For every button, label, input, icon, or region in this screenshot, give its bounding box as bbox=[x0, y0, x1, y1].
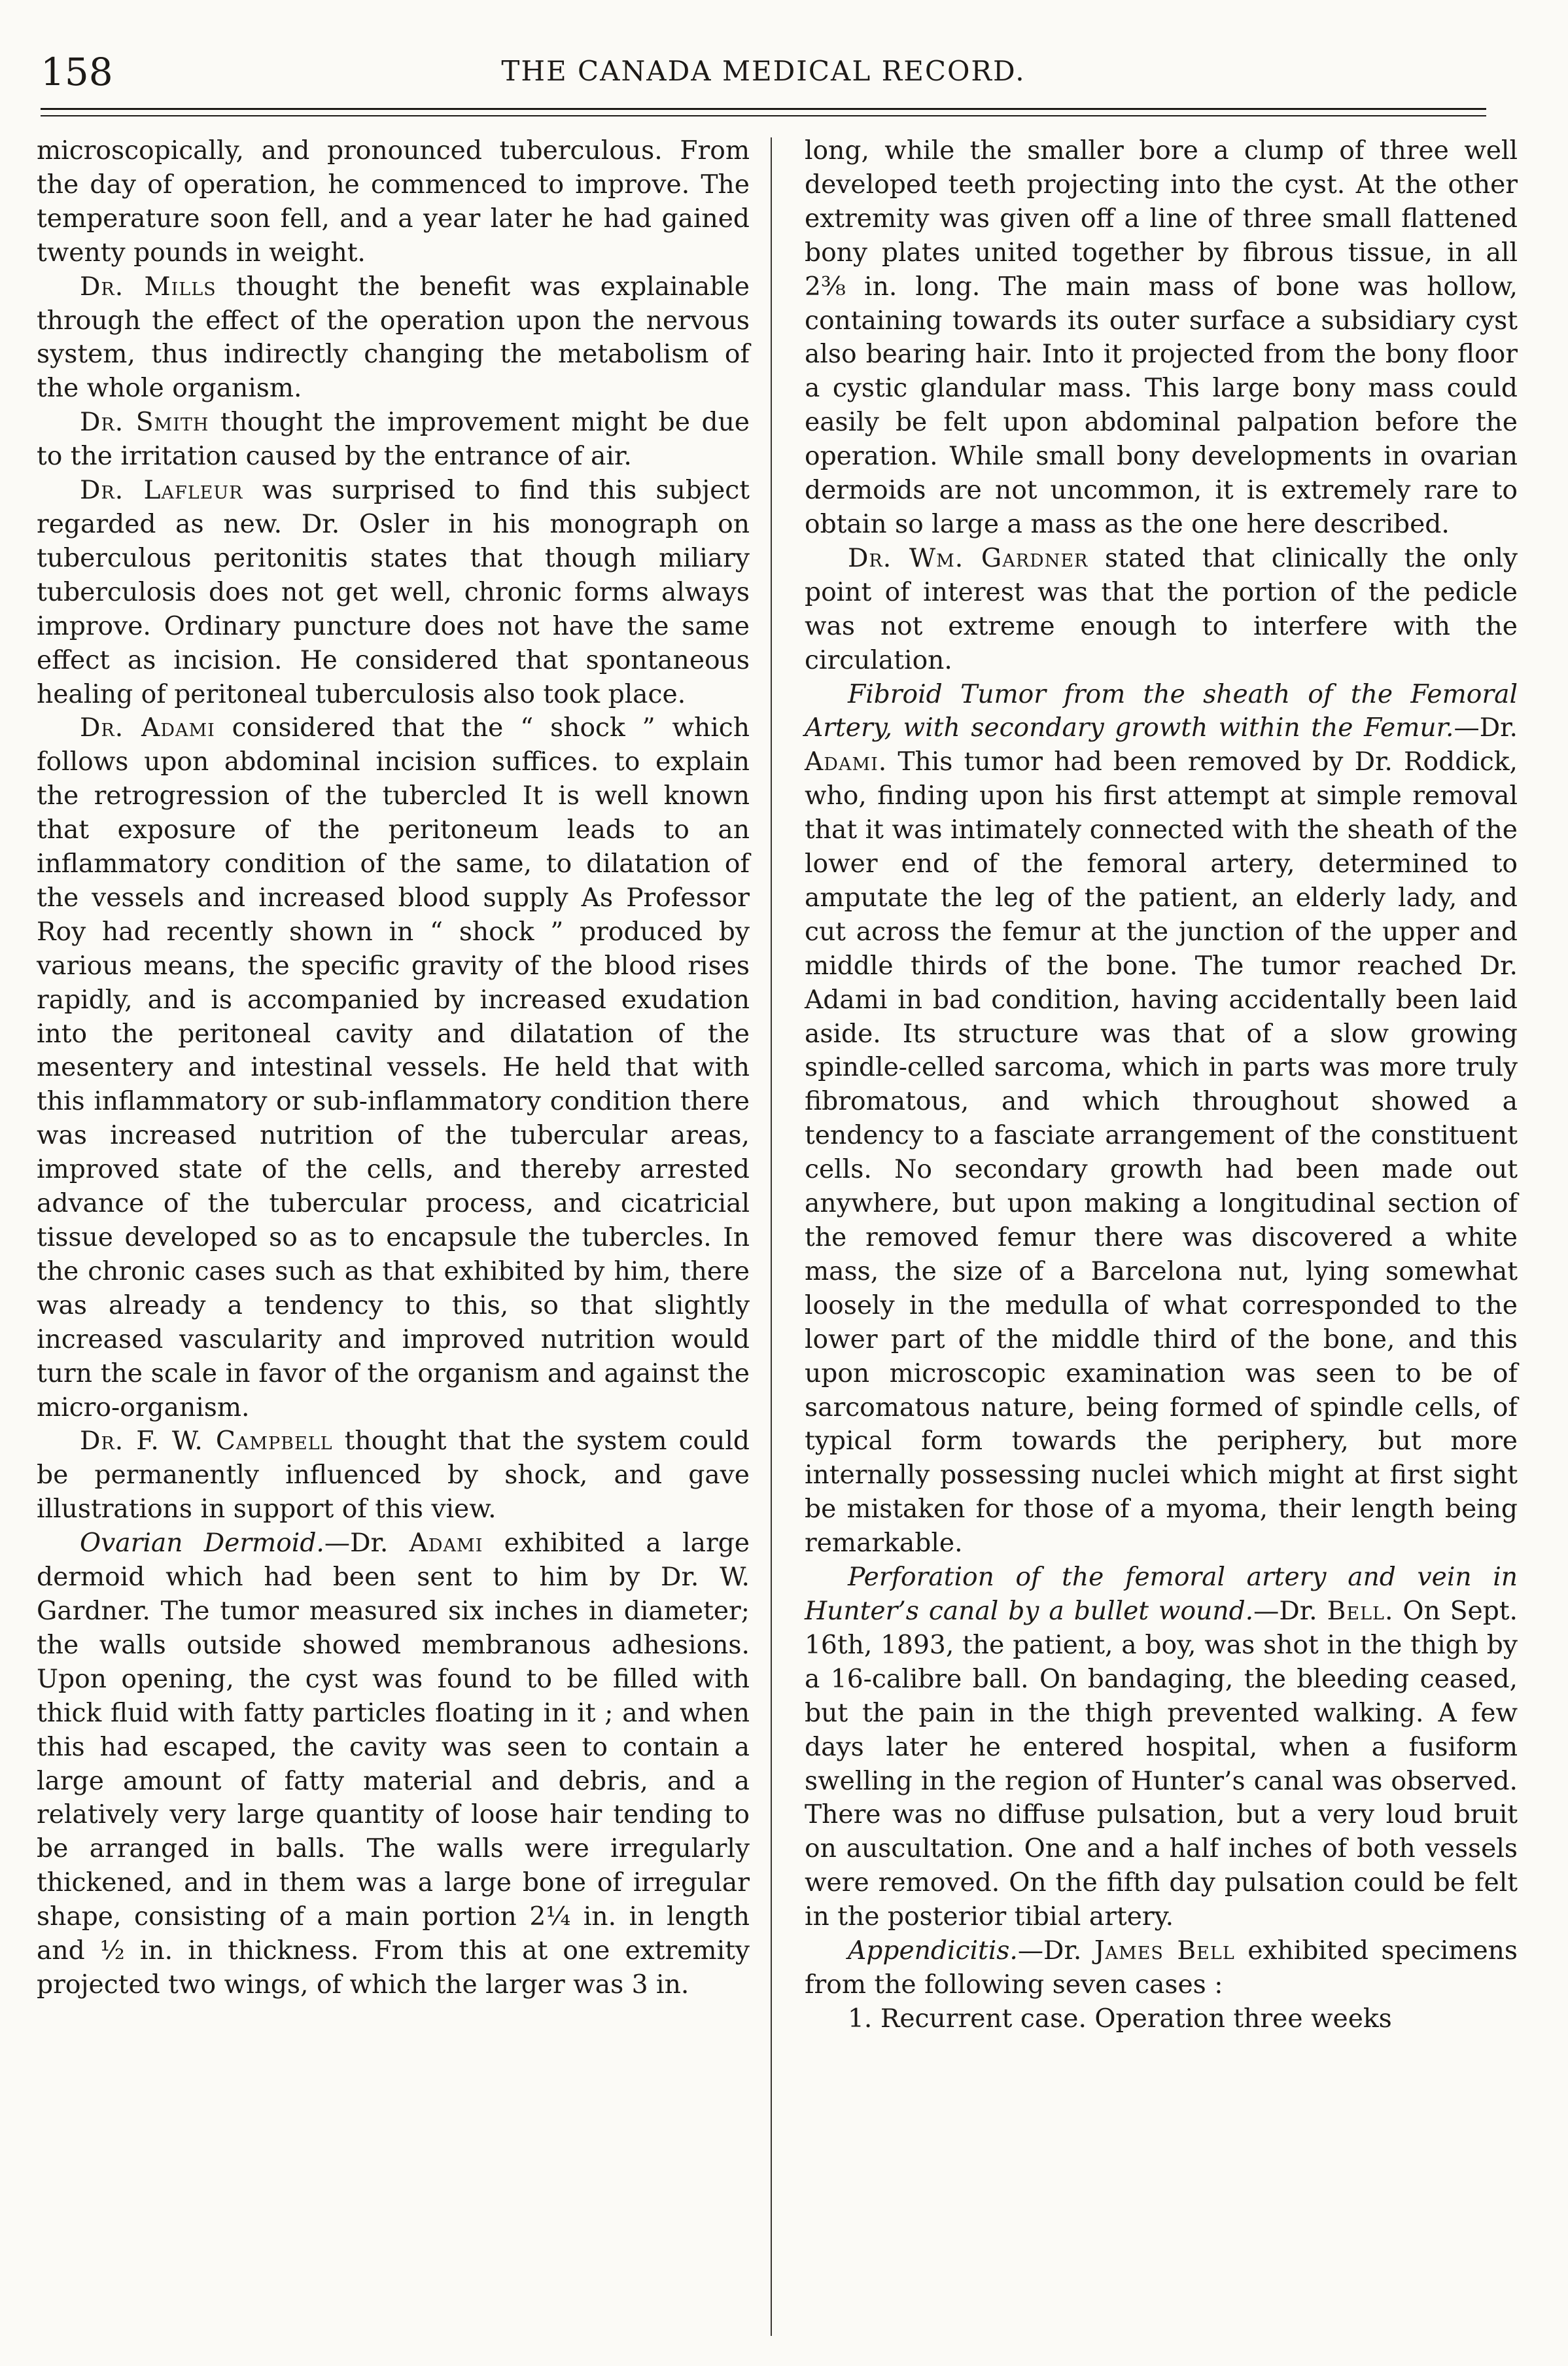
paragraph: microscopically, and pronounced tuberculous. From the day of operation, he commenced to improve. The temperature soon fell, and a year later he had gained twenty pounds in weight. bbox=[37, 136, 750, 268]
header-rule-top bbox=[41, 108, 1486, 110]
paragraph: Perforation of the femoral artery and vein in Hunter’s canal by a bullet wound.—Dr. Bell. On Sept. 16th, 1893, the patient, a boy, was shot in the thigh by a 16-calibre ball. On bandaging, the bleeding ceased, but the pain in the thigh prevented walking. A few days later he entered hospital, when a fusiform swelling in the region of Hunter’s canal was observed. There was no diffuse pulsation, but a very loud bruit on auscultation. One and a half inches of both vessels were removed. On the fifth day pulsation could be felt in the posterior tibial artery. bbox=[805, 1563, 1518, 1932]
paragraph: Appendicitis.—Dr. James Bell exhibited specimens from the following seven cases : bbox=[805, 1936, 1518, 2000]
column-divider bbox=[771, 137, 772, 2336]
speaker-name: Bell bbox=[1327, 1596, 1385, 1626]
paragraph: 1. Recurrent case. Operation three weeks bbox=[848, 2004, 1392, 2034]
section-title: Perforation of the femoral artery and vein in Hunter’s canal by a bullet wound. bbox=[805, 1563, 1518, 1626]
paragraph: Dr. Wm. Gardner stated that clinically the only point of interest was that the portion of the pedicle was not extreme enough to interfere with the circulation. bbox=[805, 543, 1518, 675]
speaker-name: Dr. Adami bbox=[80, 713, 215, 743]
paragraph: Fibroid Tumor from the sheath of the Femoral Artery, with secondary growth within the Femur.—Dr. Adami. This tumor had been removed by Dr. Roddick, who, finding upon his first attempt at simple removal that it was intimately connected with the sheath of the lower end of the femoral artery, determined to amputate the leg of the patient, an elderly lady, and cut across the femur at the junction of the upper and middle thirds of the bone. The tumor reached Dr. Adami in bad condition, having accidentally been laid aside. Its structure was that of a slow growing spindle-celled sarcoma, which in parts was more truly fibromatous, and which throughout showed a tendency to a fasciate arrangement of the constituent cells. No secondary growth had been made out anywhere, but upon making a longitudinal section of the removed femur there was discovered a white mass, the size of a Barcelona nut, lying somewhat loosely in the medulla of what corresponded to the lower part of the middle third of the bone, and this upon microscopic examination was seen to be of sarcomatous nature, being formed of spindle cells, of typical form towards the periphery, but more internally possessing nuclei which might at first sight be mistaken for those of a myoma, their length being remarkable. bbox=[805, 679, 1518, 1559]
paragraph: Dr. Mills thought the benefit was explainable through the effect of the operation upon the nervous system, thus indirectly changing the metabolism of the whole organism. bbox=[37, 272, 750, 404]
right-column bbox=[805, 134, 1518, 2036]
section-title: Ovarian Dermoid. bbox=[80, 1528, 324, 1559]
paragraph: Dr. Adami considered that the “ shock ” which follows upon abdominal incision suffices. to explain the retrogression of the tubercled It is well known that exposure of the peritoneum leads to an inflammatory condition of the same, to dilatation of the vessels and increased blood supply As Professor Roy had recently shown in “ shock ” produced by various means, the specific gravity of the blood rises rapidly, and is accompanied by increased exudation into the peritoneal cavity and dilatation of the mesentery and intestinal vessels. He held that with this inflammatory or sub-inflammatory condition there was increased nutrition of the tubercular areas, improved state of the cells, and thereby arrested advance of the tubercular process, and cicatricial tissue developed so as to encapsule the tubercles. In the chronic cases such as that exhibited by him, there was already a tendency to this, so that slightly increased vascularity and improved nutrition would turn the scale in favor of the organism and against the micro-organism. bbox=[37, 713, 750, 1422]
section-title: Appendicitis. bbox=[848, 1936, 1018, 1966]
paragraph: Dr. Lafleur was surprised to find this subject regarded as new. Dr. Osler in his monograph on tuberculous peritonitis states that though miliary tuberculosis does not get well, chronic forms always improve. Ordinary puncture does not have the same effect as incision. He considered that spontaneous healing of peritoneal tuberculosis also took place. bbox=[37, 476, 750, 709]
speaker-name: Adami bbox=[409, 1528, 483, 1559]
paragraph: long, while the smaller bore a clump of three well developed teeth projecting into the cyst. At the other extremity was given off a line of three small flattened bony plates united together by fibrous tissue, in all 2⅜ in. long. The main mass of bone was hollow, containing towards its outer surface a subsidiary cyst also bearing hair. Into it projected from the bony floor a cystic glandular mass. This large bony mass could easily be felt upon abdominal palpation before the operation. While small bony developments in ovarian dermoids are not uncommon, it is extremely rare to obtain so large a mass as the one here described. bbox=[805, 136, 1518, 539]
running-title: THE CANADA MEDICAL RECORD. bbox=[501, 55, 1026, 87]
speaker-name: Dr. Mills bbox=[80, 272, 217, 302]
paragraph: Ovarian Dermoid.—Dr. Adami exhibited a large dermoid which had been sent to him by Dr. W. Gardner. The tumor measured six inches in diameter; the walls outside showed membranous adhesions. Upon opening, the cyst was found to be filled with thick fluid with fatty particles floating in it ; and when this had escaped, the cavity was seen to contain a large amount of fatty material and debris, and a relatively very large quantity of loose hair tending to be arranged in balls. The walls were irregularly thickened, and in them was a large bone of irregular shape, consisting of a main portion 2¼ in. in length and ½ in. in thickness. From this at one extremity projected two wings, of which the larger was 3 in. bbox=[37, 1528, 750, 2000]
header-rule-bottom bbox=[41, 115, 1486, 116]
page-header bbox=[41, 41, 1486, 106]
speaker-name: Dr. Smith bbox=[80, 408, 209, 438]
speaker-name: James Bell bbox=[1094, 1936, 1235, 1966]
speaker-name: Adami bbox=[805, 747, 879, 777]
paragraph: Dr. Smith thought the improvement might be due to the irritation caused by the entrance of air. bbox=[37, 408, 750, 472]
section-title: Fibroid Tumor from the sheath of the Femoral Artery, with secondary growth within the Femur. bbox=[805, 679, 1518, 743]
speaker-name: Dr. F. W. Campbell bbox=[80, 1426, 333, 1457]
speaker-name: Dr. Lafleur bbox=[80, 476, 243, 506]
speaker-name: Dr. Wm. Gardner bbox=[848, 543, 1089, 573]
left-column bbox=[37, 134, 750, 2002]
paragraph: Dr. F. W. Campbell thought that the system could be permanently influenced by shock, and gave illustrations in support of this view. bbox=[37, 1426, 750, 1525]
page-number: 158 bbox=[41, 50, 113, 94]
